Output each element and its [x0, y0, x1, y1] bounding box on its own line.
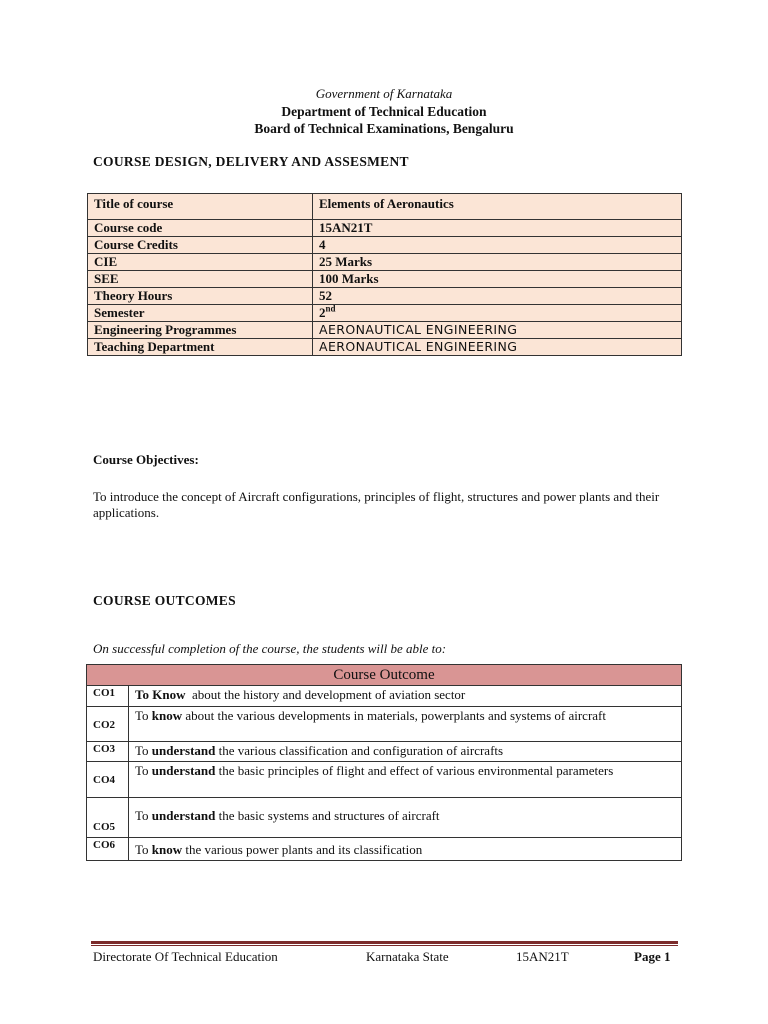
row-label: Semester	[88, 305, 313, 322]
row-value: 100 Marks	[313, 271, 682, 288]
outcome-rest: the various power plants and its classification	[182, 842, 423, 857]
outcome-verb: understand	[151, 808, 216, 823]
semester-suffix: nd	[325, 303, 336, 314]
row-label: Course Credits	[88, 237, 313, 254]
table-row	[88, 322, 682, 339]
outcome-verb: understand	[151, 763, 216, 778]
outcomes-intro: On successful completion of the course, the students will be able to:	[93, 641, 447, 656]
outcome-verb: know	[151, 842, 183, 857]
table-row	[88, 305, 682, 322]
outcomes-heading: COURSE OUTCOMES	[93, 593, 236, 608]
outcome-prefix: To	[135, 763, 152, 778]
header-department: Department of Technical Education	[281, 104, 487, 119]
outcome-text	[129, 798, 682, 838]
row-label: Engineering Programmes	[88, 322, 313, 339]
table-row	[88, 271, 682, 288]
outcome-code: CO2	[87, 707, 129, 742]
table-row	[88, 339, 682, 356]
outcome-prefix: To	[135, 743, 152, 758]
outcome-code: CO1	[87, 686, 129, 707]
table-row	[87, 838, 682, 861]
outcome-text	[129, 742, 682, 762]
row-label: Teaching Department	[88, 339, 313, 356]
outcome-rest: the basic principles of flight and effect of various environmental parameters	[215, 763, 614, 778]
course-outcomes-table	[86, 664, 682, 861]
row-label: Theory Hours	[88, 288, 313, 305]
row-value: 25 Marks	[313, 254, 682, 271]
table-row	[88, 220, 682, 237]
table-row	[88, 237, 682, 254]
table-row	[88, 254, 682, 271]
table-row	[87, 686, 682, 707]
outcome-code: CO4	[87, 762, 129, 798]
outcome-rest: the basic systems and structures of aircraft	[215, 808, 440, 823]
row-label: Course code	[88, 220, 313, 237]
outcome-text	[129, 762, 682, 798]
section-design-heading: COURSE DESIGN, DELIVERY AND ASSESMENT	[93, 154, 409, 169]
outcome-text	[129, 686, 682, 707]
row-label: CIE	[88, 254, 313, 271]
outcome-prefix: To	[135, 808, 152, 823]
row-value: AERONAUTICAL ENGINEERING	[313, 322, 682, 339]
table-row	[87, 742, 682, 762]
outcome-verb: understand	[151, 743, 216, 758]
objectives-heading: Course Objectives:	[93, 452, 199, 467]
footer-course-code: 15AN21T	[516, 949, 569, 964]
footer-rule	[91, 941, 678, 944]
table-header: Course Outcome	[87, 665, 682, 686]
outcome-text	[129, 838, 682, 861]
table-row	[88, 288, 682, 305]
row-value: Elements of Aeronautics	[313, 194, 682, 220]
outcome-rest: about the various developments in materials, powerplants and systems of aircraft	[182, 708, 606, 723]
outcome-prefix: To	[135, 842, 152, 857]
row-value: 52	[313, 288, 682, 305]
row-value: AERONAUTICAL ENGINEERING	[313, 339, 682, 356]
row-value: 4	[313, 237, 682, 254]
row-label: Title of course	[88, 194, 313, 220]
outcome-text	[129, 707, 682, 742]
header-board: Board of Technical Examinations, Bengaluru	[254, 121, 514, 136]
footer-directorate: Directorate Of Technical Education	[93, 949, 278, 964]
semester-number: 2	[319, 305, 326, 320]
course-info-table	[87, 193, 682, 356]
row-label: SEE	[88, 271, 313, 288]
outcome-rest: about the history and development of aviation sector	[185, 687, 466, 702]
header-government: Government of Karnataka	[315, 86, 453, 101]
table-row	[87, 707, 682, 742]
objectives-text: To introduce the concept of Aircraft configurations, principles of flight, structures and power plants and their applications.	[93, 489, 660, 520]
footer-state: Karnataka State	[366, 949, 449, 964]
footer-rule-thin	[91, 945, 678, 946]
outcome-code: CO5	[87, 798, 129, 838]
table-row	[87, 798, 682, 838]
row-value: 15AN21T	[313, 220, 682, 237]
outcome-verb: know	[151, 708, 183, 723]
outcome-verb: To Know	[135, 687, 186, 702]
row-value	[313, 305, 682, 322]
table-header-row	[87, 665, 682, 686]
footer-page-number: Page 1	[634, 949, 671, 964]
table-row	[87, 762, 682, 798]
outcome-prefix: To	[135, 708, 152, 723]
outcome-rest: the various classification and configuration of aircrafts	[215, 743, 504, 758]
outcome-code: CO3	[87, 742, 129, 762]
table-row	[88, 194, 682, 220]
outcome-code: CO6	[87, 838, 129, 861]
